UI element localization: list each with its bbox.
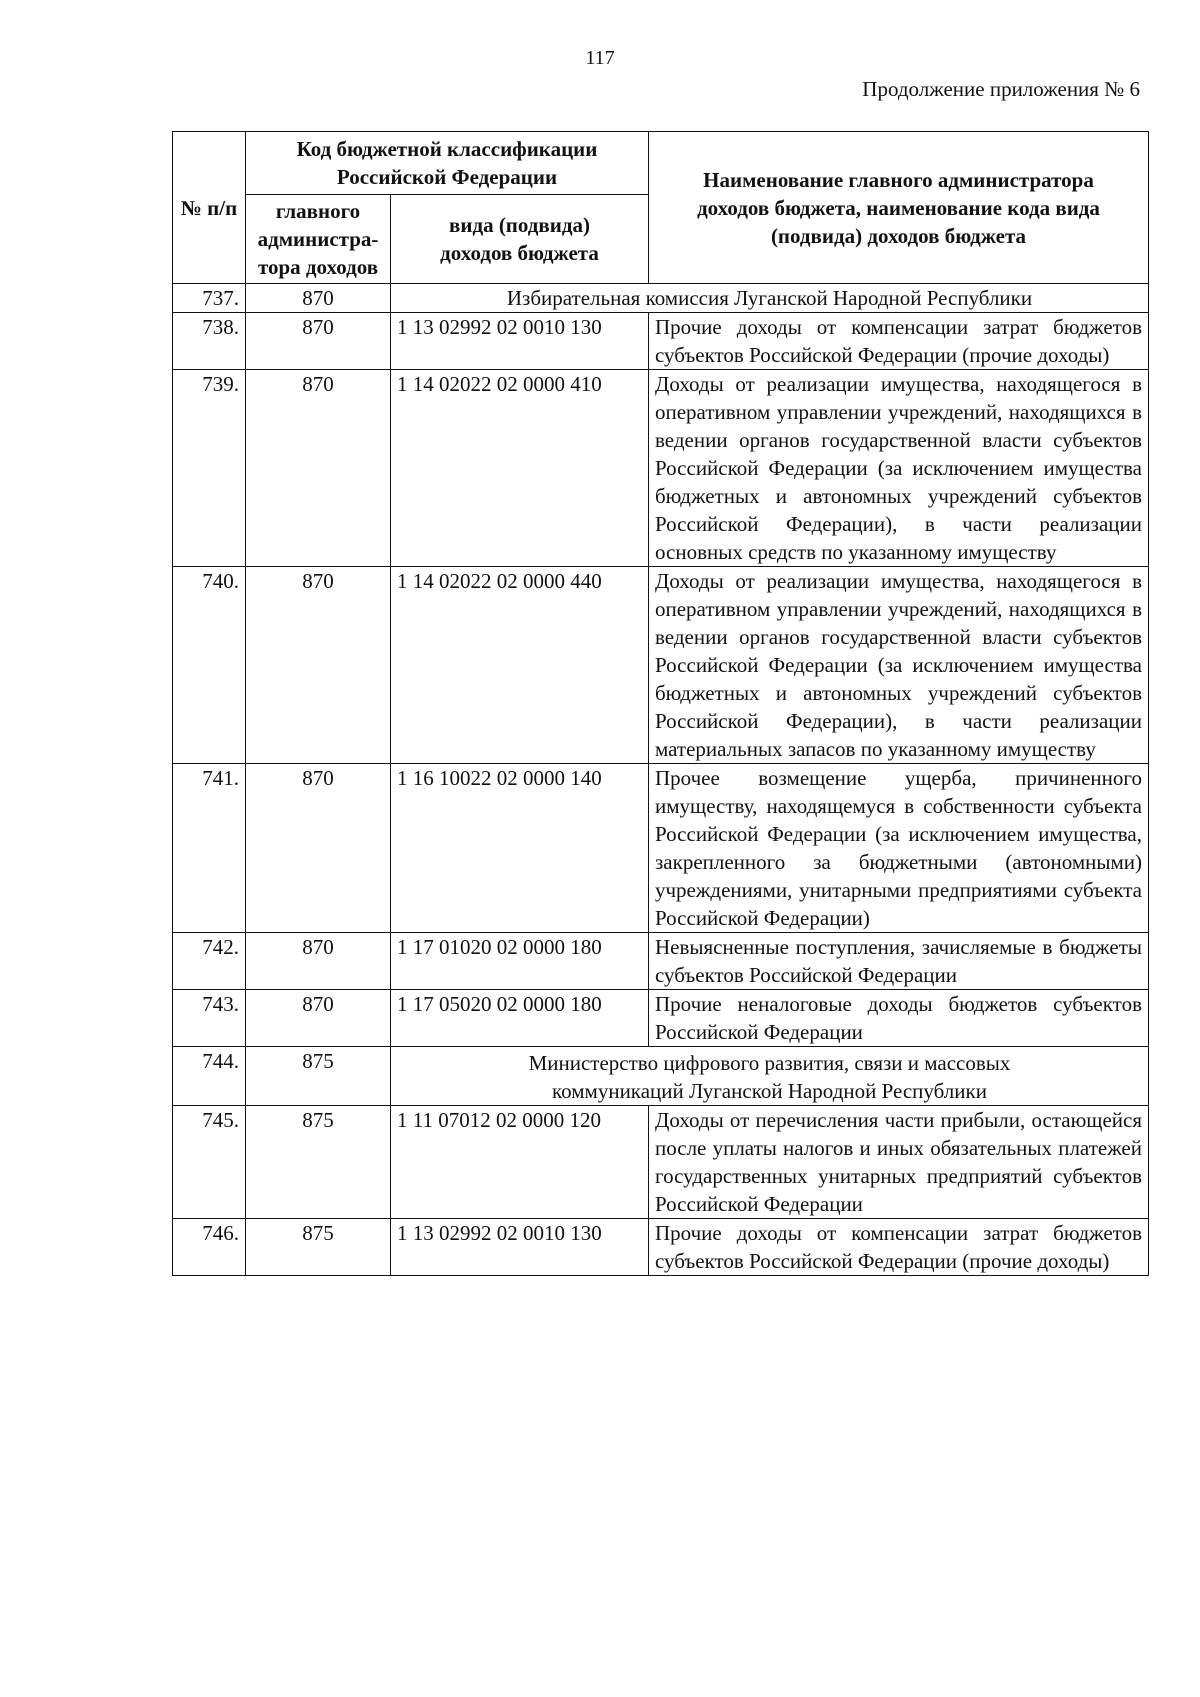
- header-kind: вида (подвида) доходов бюджета: [391, 195, 649, 284]
- row-description: Доходы от реализации имущества, находящегося в оперативном управлении учреждений, находящихся в ведении органов государственной власти субъектов Российской Федерации (за исключением имущества бюджетных и автономных учреждений субъектов Российской Федерации), в части реализации материальных запасов по указанному имуществу: [649, 567, 1149, 764]
- row-number: 738.: [173, 313, 246, 370]
- row-admin-code: 875: [246, 1047, 391, 1106]
- row-description: Прочее возмещение ущерба, причиненного имуществу, находящемуся в собственности субъекта Российской Федерации (за исключением имущества, закрепленного за бюджетными (автономными) учреждениями, унитарными предприятиями субъекта Российской Федерации): [649, 764, 1149, 933]
- row-admin-code: 875: [246, 1106, 391, 1219]
- table-body: [173, 284, 1149, 1276]
- row-admin-code: 870: [246, 370, 391, 567]
- row-number: 744.: [173, 1047, 246, 1106]
- row-admin-code: 875: [246, 1219, 391, 1276]
- row-admin-code: 870: [246, 313, 391, 370]
- table-row: [173, 1219, 1149, 1276]
- row-revenue-code: 1 17 05020 02 0000 180: [391, 990, 649, 1047]
- row-number: 741.: [173, 764, 246, 933]
- table-row: [173, 933, 1149, 990]
- revenue-classification-table: [172, 131, 1149, 1276]
- row-description: Невыясненные поступления, зачисляемые в бюджеты субъектов Российской Федерации: [649, 933, 1149, 990]
- header-number: № п/п: [173, 132, 246, 284]
- row-revenue-code: 1 17 01020 02 0000 180: [391, 933, 649, 990]
- table-row-organization: [173, 284, 1149, 313]
- row-admin-code: 870: [246, 933, 391, 990]
- page-number: 117: [585, 47, 615, 69]
- row-description: Доходы от перечисления части прибыли, остающейся после уплаты налогов и иных обязательных платежей государственных унитарных предприятий субъектов Российской Федерации: [649, 1106, 1149, 1219]
- row-admin-code: 870: [246, 567, 391, 764]
- row-revenue-code: 1 13 02992 02 0010 130: [391, 1219, 649, 1276]
- table-row: [173, 313, 1149, 370]
- row-number: 745.: [173, 1106, 246, 1219]
- table-row: [173, 764, 1149, 933]
- row-number: 739.: [173, 370, 246, 567]
- row-description: Прочие доходы от компенсации затрат бюджетов субъектов Российской Федерации (прочие доходы): [649, 1219, 1149, 1276]
- table-row: [173, 370, 1149, 567]
- row-number: 742.: [173, 933, 246, 990]
- row-number: 746.: [173, 1219, 246, 1276]
- row-description: Прочие доходы от компенсации затрат бюджетов субъектов Российской Федерации (прочие доходы): [649, 313, 1149, 370]
- table-row: [173, 567, 1149, 764]
- header-code-group: Код бюджетной классификации Российской Федерации: [246, 132, 649, 195]
- row-revenue-code: 1 16 10022 02 0000 140: [391, 764, 649, 933]
- table-row-organization: [173, 1047, 1149, 1106]
- appendix-note: Продолжение приложения № 6: [862, 77, 1140, 101]
- row-number: 740.: [173, 567, 246, 764]
- row-description: Прочие неналоговые доходы бюджетов субъектов Российской Федерации: [649, 990, 1149, 1047]
- row-admin-code: 870: [246, 284, 391, 313]
- header-name: Наименование главного администратора доходов бюджета, наименование кода вида (подвида) доходов бюджета: [649, 132, 1149, 284]
- row-admin-code: 870: [246, 764, 391, 933]
- row-revenue-code: 1 13 02992 02 0010 130: [391, 313, 649, 370]
- table-row: [173, 1106, 1149, 1219]
- header-admin: главного администра-тора доходов: [246, 195, 391, 284]
- row-organization-name: Министерство цифрового развития, связи и массовых коммуникаций Луганской Народной Республики: [391, 1047, 1149, 1106]
- row-revenue-code: 1 14 02022 02 0000 410: [391, 370, 649, 567]
- row-admin-code: 870: [246, 990, 391, 1047]
- row-organization-name: Избирательная комиссия Луганской Народной Республики: [391, 284, 1149, 313]
- row-number: 743.: [173, 990, 246, 1047]
- row-number: 737.: [173, 284, 246, 313]
- row-revenue-code: 1 11 07012 02 0000 120: [391, 1106, 649, 1219]
- row-description: Доходы от реализации имущества, находящегося в оперативном управлении учреждений, находящихся в ведении органов государственной власти субъектов Российской Федерации (за исключением имущества бюджетных и автономных учреждений субъектов Российской Федерации), в части реализации основных средств по указанному имуществу: [649, 370, 1149, 567]
- row-revenue-code: 1 14 02022 02 0000 440: [391, 567, 649, 764]
- table-row: [173, 990, 1149, 1047]
